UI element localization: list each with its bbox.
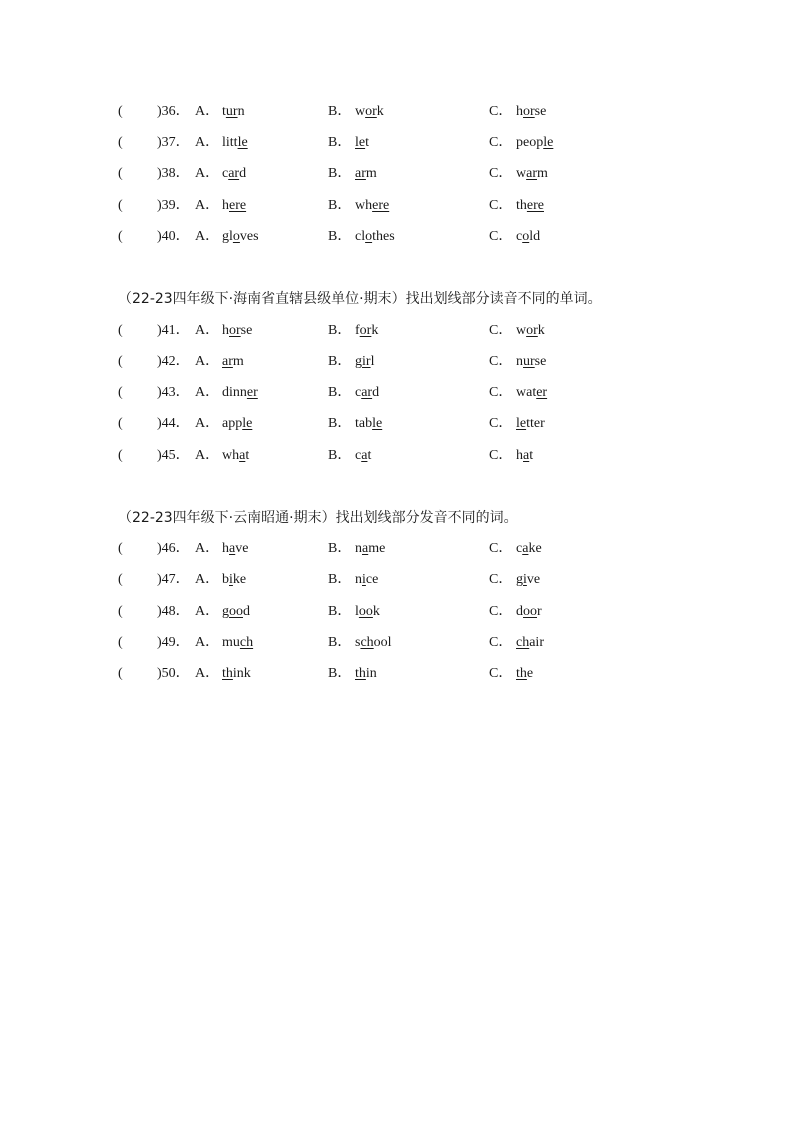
option-a-word: good [222, 604, 250, 619]
option-a-word: horse [222, 323, 253, 338]
underlined-letters: i [523, 572, 527, 587]
option-b-label: B． [328, 604, 352, 619]
underlined-letters: a [522, 541, 529, 556]
option-c-word: work [516, 323, 545, 338]
underlined-letters: ar [526, 166, 538, 181]
option-c-word: chair [516, 635, 544, 650]
option-a-word: little [222, 135, 248, 150]
option-b-label: B． [328, 635, 352, 650]
question-row [0, 383, 794, 403]
option-c-label: C． [489, 385, 513, 400]
option-a-word: bike [222, 572, 247, 587]
underlined-letters: ar [222, 354, 233, 369]
answer-bracket[interactable]: ( [118, 416, 123, 431]
option-a-label: A． [195, 104, 220, 119]
option-a-word: apple [222, 416, 253, 431]
option-b-word: where [355, 198, 390, 213]
option-a-label: A． [195, 635, 220, 650]
option-c-word: door [516, 604, 542, 619]
option-a-label: A． [195, 572, 220, 587]
question-number: )49． [157, 635, 190, 650]
question-number: )50． [157, 666, 190, 681]
option-b-word: school [355, 635, 392, 650]
option-b-word: thin [355, 666, 377, 681]
option-b-word: look [355, 604, 380, 619]
question-number: )43． [157, 385, 190, 400]
option-b-word: table [355, 416, 383, 431]
option-b-label: B． [328, 198, 352, 213]
underlined-letters: i [229, 572, 233, 587]
answer-bracket[interactable]: ( [118, 635, 123, 650]
underlined-letters: le [516, 416, 527, 431]
option-a-word: here [222, 198, 247, 213]
option-a-word: think [222, 666, 251, 681]
question-number: )37． [157, 135, 190, 150]
underlined-letters: er [536, 385, 548, 400]
option-a-label: A． [195, 229, 220, 244]
answer-bracket[interactable]: ( [118, 666, 123, 681]
answer-bracket[interactable]: ( [118, 354, 123, 369]
underlined-letters: a [229, 541, 236, 556]
underlined-letters: ar [361, 385, 373, 400]
option-b-word: card [355, 385, 380, 400]
question-row [0, 133, 794, 153]
answer-bracket[interactable]: ( [118, 448, 123, 463]
option-c-word: cake [516, 541, 542, 556]
option-b-label: B． [328, 229, 352, 244]
underlined-letters: ch [239, 635, 254, 650]
underlined-letters: ur [225, 104, 238, 119]
option-b-label: B． [328, 166, 352, 181]
question-number: )39． [157, 198, 190, 213]
answer-bracket[interactable]: ( [118, 198, 123, 213]
option-a-label: A． [195, 541, 220, 556]
answer-bracket[interactable]: ( [118, 229, 123, 244]
question-row [0, 602, 794, 622]
underlined-letters: le [242, 416, 253, 431]
underlined-letters: ere [526, 198, 544, 213]
answer-bracket[interactable]: ( [118, 166, 123, 181]
option-b-label: B． [328, 354, 352, 369]
underlined-letters: a [239, 448, 246, 463]
option-c-label: C． [489, 354, 513, 369]
option-c-label: C． [489, 666, 513, 681]
underlined-letters: o [232, 229, 240, 244]
option-c-label: C． [489, 104, 513, 119]
option-c-label: C． [489, 541, 513, 556]
option-a-label: A． [195, 604, 220, 619]
option-c-word: the [516, 666, 534, 681]
underlined-letters: oo [358, 604, 373, 619]
option-a-word: what [222, 448, 250, 463]
underlined-letters: ch [360, 635, 374, 650]
question-row [0, 633, 794, 653]
underlined-letters: or [523, 104, 535, 119]
option-c-word: letter [516, 416, 545, 431]
option-c-label: C． [489, 229, 513, 244]
underlined-letters: le [543, 135, 554, 150]
option-a-label: A． [195, 448, 220, 463]
underlined-letters: o [365, 229, 373, 244]
option-a-word: arm [222, 354, 244, 369]
underlined-letters: th [355, 666, 366, 681]
underlined-letters: i [362, 572, 366, 587]
option-a-label: A． [195, 416, 220, 431]
question-number: )36． [157, 104, 190, 119]
option-c-word: warm [516, 166, 548, 181]
option-a-word: turn [222, 104, 245, 119]
option-b-label: B． [328, 385, 352, 400]
underlined-letters: o [522, 229, 530, 244]
question-row [0, 196, 794, 216]
option-b-label: B． [328, 448, 352, 463]
option-c-label: C． [489, 604, 513, 619]
underlined-letters: le [237, 135, 248, 150]
option-a-label: A． [195, 354, 220, 369]
underlined-letters: th [222, 666, 233, 681]
underlined-letters: or [359, 323, 372, 338]
answer-bracket[interactable]: ( [118, 385, 123, 400]
option-b-label: B． [328, 104, 352, 119]
option-c-label: C． [489, 448, 513, 463]
option-b-word: work [355, 104, 384, 119]
option-c-word: there [516, 198, 544, 213]
answer-bracket[interactable]: ( [118, 572, 123, 587]
option-c-label: C． [489, 416, 513, 431]
option-c-label: C． [489, 198, 513, 213]
option-c-label: C． [489, 135, 513, 150]
question-number: )46． [157, 541, 190, 556]
answer-bracket[interactable]: ( [118, 104, 123, 119]
question-row [0, 321, 794, 341]
underlined-letters: oo [523, 604, 537, 619]
question-row [0, 570, 794, 590]
underlined-letters: a [361, 448, 368, 463]
question-row [0, 227, 794, 247]
question-row [0, 664, 794, 684]
option-b-label: B． [328, 323, 352, 338]
question-row [0, 446, 794, 466]
option-c-word: nurse [516, 354, 547, 369]
question-number: )38． [157, 166, 190, 181]
underlined-letters: ur [523, 354, 535, 369]
underlined-letters: ir [362, 354, 371, 369]
option-b-label: B． [328, 416, 352, 431]
option-c-word: cold [516, 229, 541, 244]
question-number: )42． [157, 354, 190, 369]
underlined-letters: ar [355, 166, 366, 181]
option-a-label: A． [195, 385, 220, 400]
question-row [0, 414, 794, 434]
option-b-word: girl [355, 354, 375, 369]
answer-bracket[interactable]: ( [118, 541, 123, 556]
underlined-letters: ere [229, 198, 247, 213]
underlined-letters: or [365, 104, 377, 119]
underlined-letters: er [246, 385, 258, 400]
option-b-label: B． [328, 666, 352, 681]
underlined-letters: ere [372, 198, 390, 213]
underlined-letters: ch [516, 635, 530, 650]
answer-bracket[interactable]: ( [118, 604, 123, 619]
option-b-word: let [355, 135, 369, 150]
option-c-word: water [516, 385, 548, 400]
option-a-label: A． [195, 166, 220, 181]
option-c-word: hat [516, 448, 534, 463]
option-c-label: C． [489, 323, 513, 338]
underlined-letters: th [516, 666, 527, 681]
answer-bracket[interactable]: ( [118, 135, 123, 150]
option-c-word: give [516, 572, 541, 587]
underlined-letters: a [362, 541, 369, 556]
answer-bracket[interactable]: ( [118, 323, 123, 338]
option-a-label: A． [195, 198, 220, 213]
option-a-word: card [222, 166, 247, 181]
option-b-word: cat [355, 448, 372, 463]
underlined-letters: or [229, 323, 241, 338]
option-c-word: people [516, 135, 554, 150]
question-row [0, 539, 794, 559]
option-b-word: fork [355, 323, 379, 338]
underlined-letters: le [355, 135, 366, 150]
underlined-letters: le [372, 416, 383, 431]
option-a-word: gloves [222, 229, 259, 244]
option-b-label: B． [328, 135, 352, 150]
question-number: )44． [157, 416, 190, 431]
option-c-label: C． [489, 166, 513, 181]
question-row [0, 352, 794, 372]
option-b-word: name [355, 541, 386, 556]
option-b-word: arm [355, 166, 377, 181]
option-a-word: much [222, 635, 254, 650]
question-number: )45． [157, 448, 190, 463]
option-b-label: B． [328, 572, 352, 587]
underlined-letters: or [526, 323, 538, 338]
option-b-label: B． [328, 541, 352, 556]
option-c-label: C． [489, 635, 513, 650]
option-c-word: horse [516, 104, 547, 119]
option-c-label: C． [489, 572, 513, 587]
option-b-word: nice [355, 572, 379, 587]
question-row [0, 164, 794, 184]
underlined-letters: ar [228, 166, 240, 181]
question-number: )48． [157, 604, 190, 619]
option-a-word: have [222, 541, 249, 556]
question-number: )41． [157, 323, 190, 338]
question-row [0, 102, 794, 122]
option-a-label: A． [195, 666, 220, 681]
option-b-word: clothes [355, 229, 395, 244]
underlined-letters: oo [229, 604, 243, 619]
section-instruction: （22-23四年级下·云南昭通·期末）找出划线部分发音不同的词。 [118, 510, 518, 526]
question-number: )47． [157, 572, 190, 587]
section-instruction: （22-23四年级下·海南省直辖县级单位·期末）找出划线部分读音不同的单词。 [118, 291, 602, 307]
option-a-label: A． [195, 323, 220, 338]
underlined-letters: a [523, 448, 530, 463]
option-a-label: A． [195, 135, 220, 150]
option-a-word: dinner [222, 385, 258, 400]
question-number: )40． [157, 229, 190, 244]
